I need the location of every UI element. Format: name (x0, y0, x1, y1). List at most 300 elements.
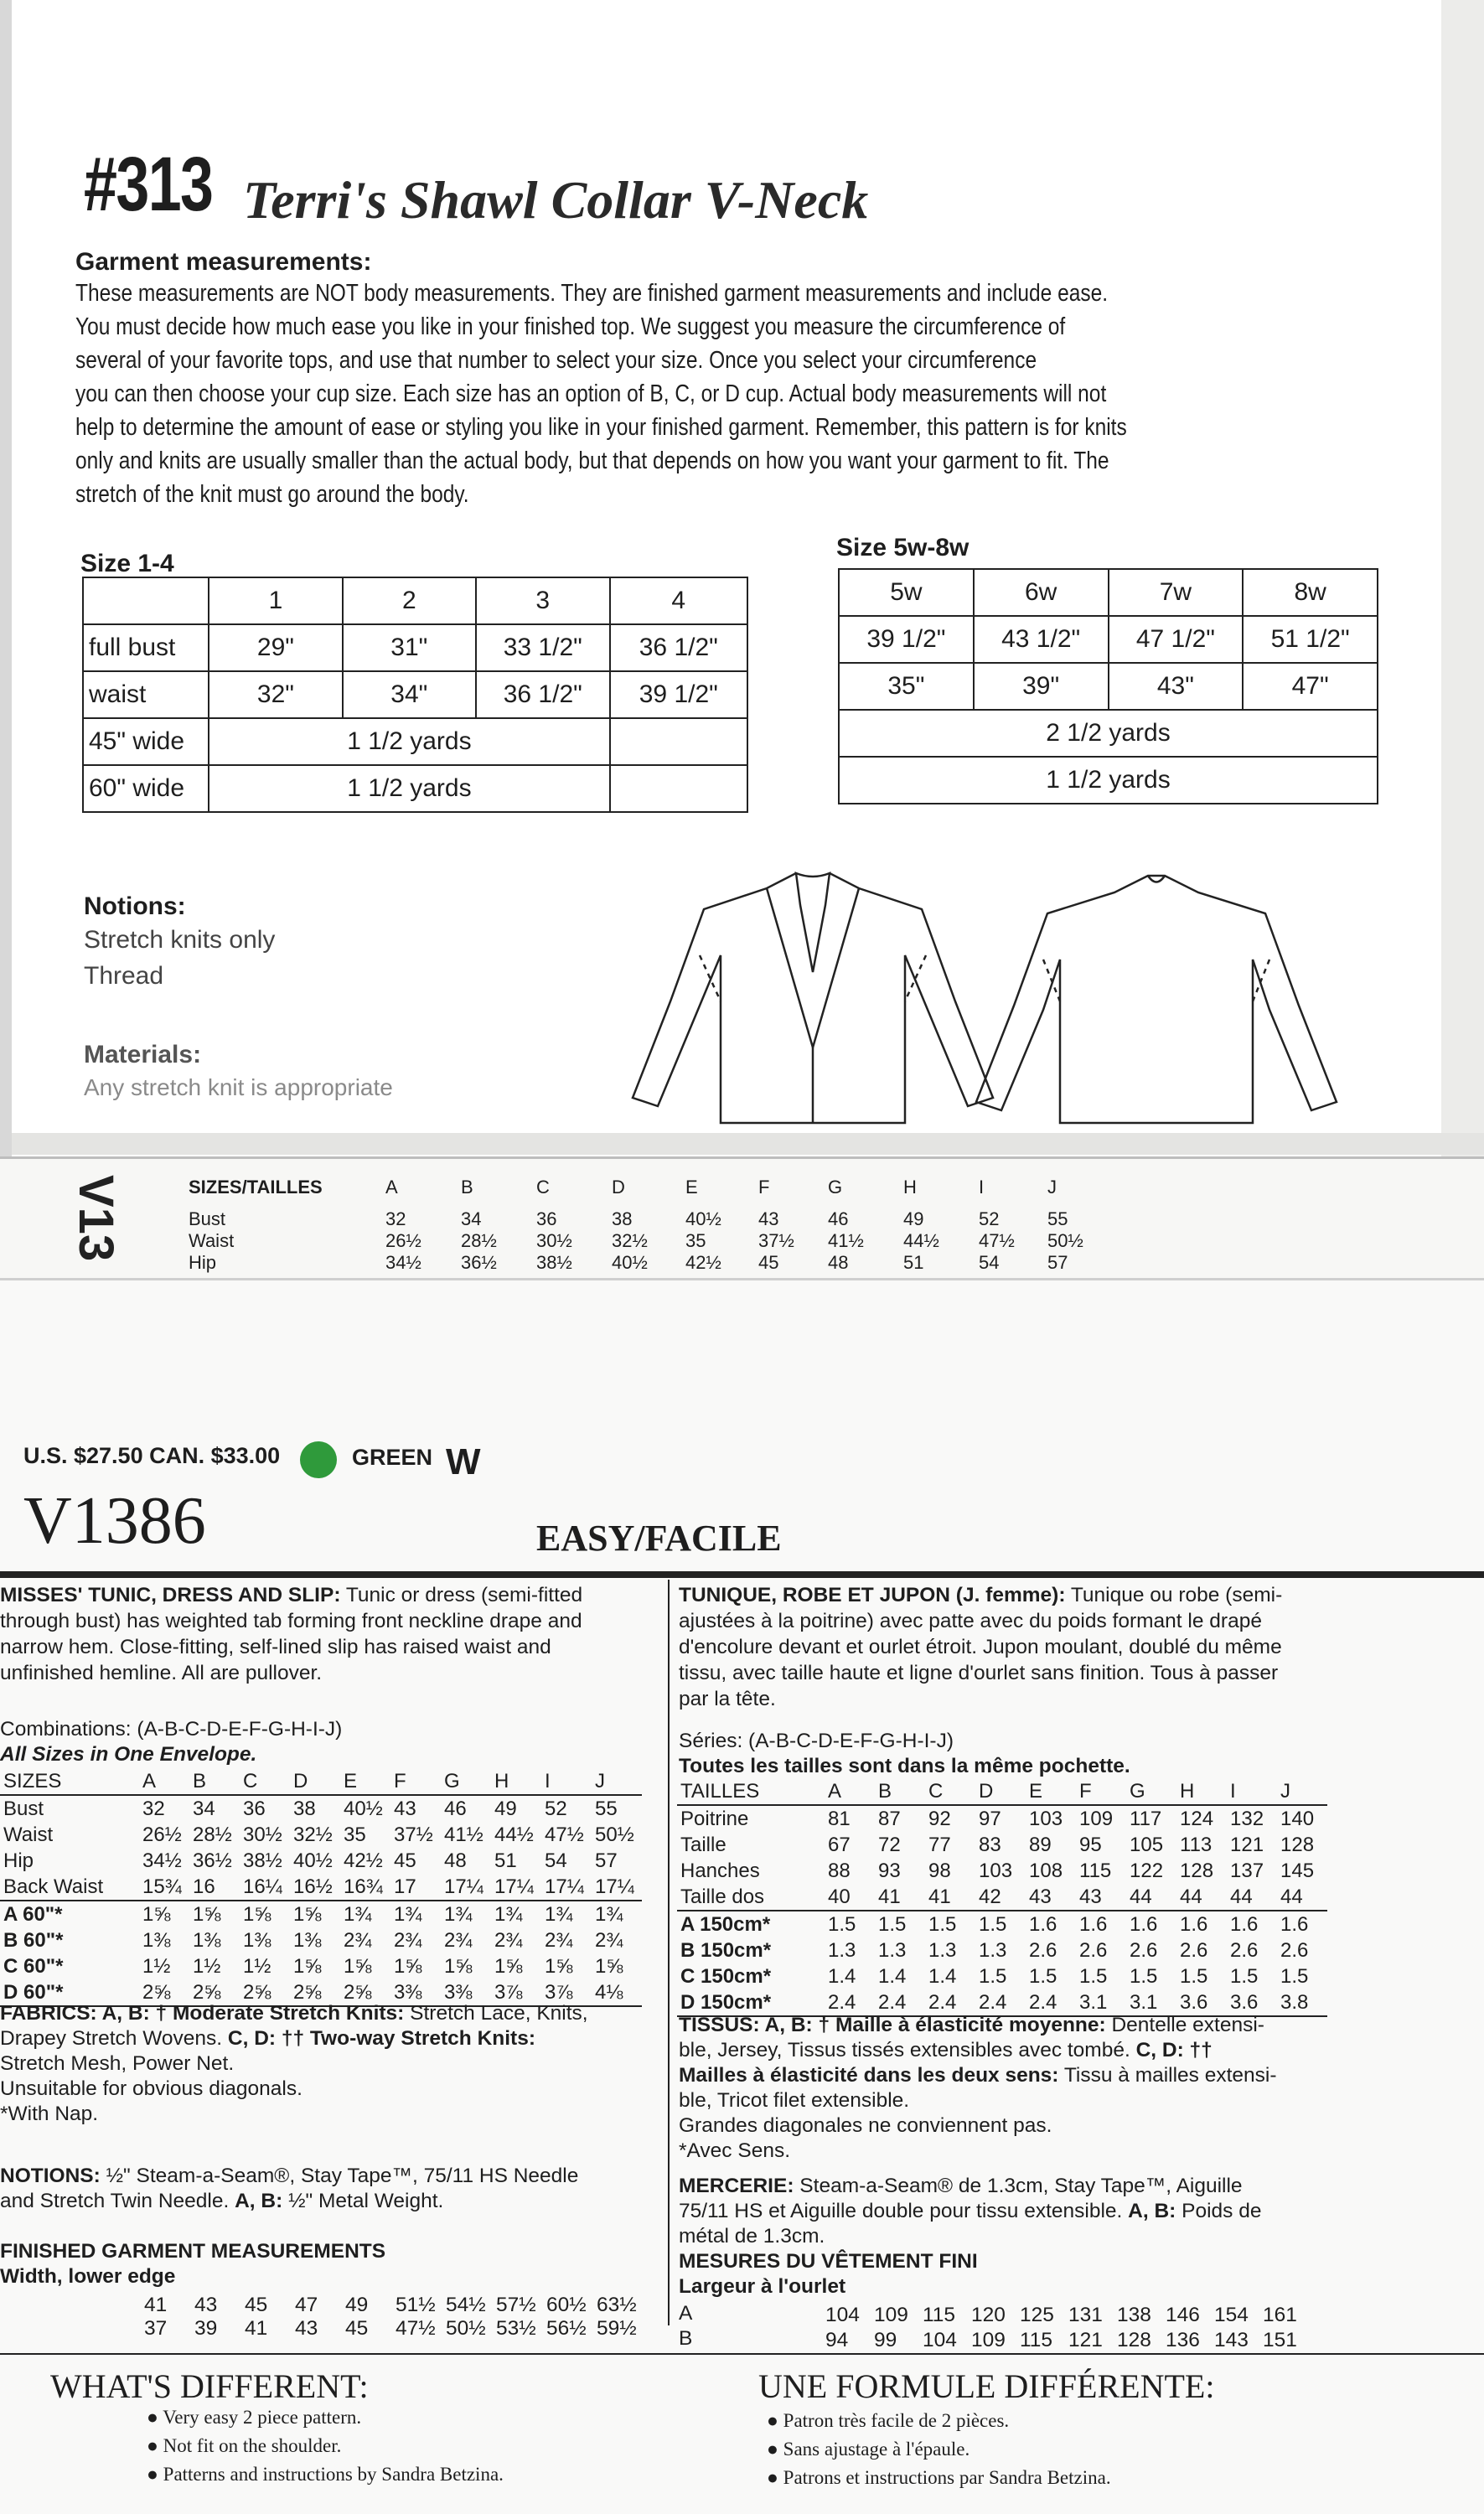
table-cell: 1½ (142, 1954, 171, 1978)
size-header: I (1227, 1778, 1277, 1805)
table-cell: 51 1/2" (1243, 616, 1378, 663)
row-label: D 150cm* (677, 1989, 825, 2016)
text-line: ajustées à la poitrine) avec patte avec du poids formant le drapé (679, 1610, 1262, 1632)
table-cell: 3⅜ (390, 1979, 441, 2006)
color-label: GREEN (352, 1445, 433, 1470)
strip-row-label: Bust (189, 1208, 226, 1229)
table-cell: 32" (209, 671, 342, 718)
size-header: F (1076, 1778, 1126, 1805)
table-cell: 4⅛ (592, 1979, 642, 2006)
strip-size-header: G (828, 1177, 843, 1198)
row-label: Waist (3, 1823, 54, 1846)
table-cell: 1½ (193, 1954, 221, 1978)
width-cell: 131 (1068, 2304, 1103, 2326)
table-cell: 29" (209, 624, 342, 671)
text-line: Drapey Stretch Wovens. (0, 2027, 228, 2050)
table-cell: 121 (1230, 1833, 1264, 1856)
width-cell: 63½ (597, 2294, 637, 2316)
table-cell: 2⅝ (290, 1979, 340, 2006)
mercerie-ab: A, B: (1128, 2200, 1176, 2222)
table-cell: 1.5 (979, 1912, 1007, 1936)
mercerie-title: MERCERIE: (679, 2175, 794, 2197)
bullet-item: ● Patrons et instructions par Sandra Betzina. (767, 2467, 1111, 2488)
divider (0, 2353, 1484, 2355)
width-cell: 39 (194, 2317, 218, 2340)
table-cell: 1.3 (828, 1938, 856, 1962)
width-cell: 104 (825, 2304, 860, 2326)
table-cell: 92 (928, 1807, 951, 1830)
table-cell: 98 (928, 1859, 951, 1882)
width-cell: 115 (923, 2304, 956, 2326)
table-cell: 43 (394, 1797, 416, 1820)
table-cell: 1⅝ (494, 1954, 523, 1978)
size-header: C (925, 1778, 975, 1805)
strip-cell: 42½ (685, 1252, 721, 1273)
pattern-title: Terri's Shawl Collar V-Neck (243, 170, 869, 230)
table-cell: 1¾ (545, 1902, 573, 1926)
table-cell: 43 1/2" (974, 616, 1109, 663)
bullet-item: ● Not fit on the shoulder. (147, 2435, 342, 2456)
strip-header-label: SIZES/TAILLES (189, 1177, 323, 1198)
table-cell: 5w (839, 569, 974, 616)
table-cell (610, 718, 747, 765)
table-cell: 54 (545, 1849, 567, 1872)
table-cell: 1⅜ (142, 1928, 171, 1952)
table-cell: 2 (343, 577, 476, 624)
text-line: narrow hem. Close-fitting, self-lined slip has raised waist and (0, 1636, 551, 1658)
width-cell: 151 (1263, 2329, 1297, 2351)
table-cell: 1⅜ (243, 1928, 271, 1952)
fr-combinations: Séries: (A-B-C-D-E-F-G-H-I-J) (679, 1730, 954, 1752)
strip-cell: 38 (612, 1208, 633, 1229)
width-cell: 59½ (597, 2317, 637, 2340)
table-cell: 1.5 (928, 1912, 957, 1936)
strip-cell: 49 (903, 1208, 924, 1229)
strip-cell: 57 (1047, 1252, 1068, 1273)
table-cell: 1.3 (878, 1938, 907, 1962)
table-cell: 1⅝ (545, 1954, 573, 1978)
table-cell: 2¾ (545, 1928, 573, 1952)
table-cell: 17¼ (491, 1874, 541, 1901)
bullet-item: ● Patterns and instructions by Sandra Betzina. (147, 2464, 504, 2485)
strip-size-header: I (979, 1177, 985, 1198)
width-cell: 57½ (496, 2294, 536, 2316)
table-cell: 109 (1079, 1807, 1114, 1830)
tissus-cd: C, D: †† (1135, 2039, 1213, 2061)
size-table-2-title: Size 5w-8w (836, 534, 970, 561)
table-cell: 1.5 (828, 1912, 856, 1936)
size-header: B (189, 1768, 240, 1795)
table-cell: 57 (595, 1849, 618, 1872)
row-label: A 60"* (3, 1902, 63, 1926)
divider (0, 1156, 1484, 1159)
table-cell: 49 (494, 1797, 517, 1820)
table-cell: 1.6 (1079, 1912, 1108, 1936)
table-cell: 37½ (394, 1823, 433, 1846)
notions-title: NOTIONS: (0, 2165, 101, 2187)
table-cell: 1¾ (394, 1902, 422, 1926)
table-cell: 137 (1230, 1859, 1264, 1882)
table-cell: 3⅞ (491, 1979, 541, 2006)
table-cell: 16¾ (340, 1874, 390, 1901)
table-cell: 103 (1029, 1807, 1063, 1830)
size-header: A (825, 1778, 875, 1805)
table-cell: 1¾ (595, 1902, 623, 1926)
divider (668, 1580, 670, 2325)
table-cell: 1.3 (979, 1938, 1007, 1962)
strip-cell: 50½ (1047, 1230, 1083, 1251)
bullet-text: Patterns and instructions by Sandra Betzina. (163, 2464, 504, 2485)
table-cell: 87 (878, 1807, 901, 1830)
strip-cell: 48 (828, 1252, 849, 1273)
bullet-item: ● Patron très facile de 2 pièces. (767, 2410, 1010, 2431)
table-cell: 32 (142, 1797, 165, 1820)
strip-cell: 44½ (903, 1230, 939, 1251)
table-cell: 2.6 (1029, 1938, 1057, 1962)
table-cell: 2.4 (925, 1989, 975, 2016)
size-header: A (139, 1768, 189, 1795)
table-cell: 3 (476, 577, 610, 624)
row-label: full bust (83, 624, 209, 671)
materials-text: Any stretch knit is appropriate (84, 1074, 393, 1100)
table-cell: 1 (209, 577, 342, 624)
width-cell: 125 (1020, 2304, 1054, 2326)
table-cell: 1.5 (878, 1912, 907, 1936)
strip-size-header: E (685, 1177, 698, 1198)
table-cell: 34" (343, 671, 476, 718)
row-label: A 150cm* (680, 1912, 771, 1936)
en-desc-title: MISSES' TUNIC, DRESS AND SLIP: (0, 1584, 341, 1606)
whats-different-heading: WHAT'S DIFFERENT: (50, 2367, 369, 2405)
strip-size-header: B (461, 1177, 473, 1198)
table-cell: 1.6 (1180, 1912, 1208, 1936)
table-cell: 40 (825, 1884, 875, 1911)
table-cell: 2.4 (975, 1989, 1026, 2016)
table-cell: 77 (928, 1833, 951, 1856)
table-cell: 1⅝ (142, 1902, 171, 1926)
fabrics-cd: C, D: †† Two-way Stretch Knits: (227, 2027, 535, 2050)
strip-cell: 55 (1047, 1208, 1068, 1229)
text-line: *With Nap. (0, 2103, 99, 2125)
width-cell: 45 (245, 2294, 268, 2316)
row-label: Hanches (680, 1859, 760, 1882)
table-cell: 41 (875, 1884, 925, 1911)
pattern-number: #313 (84, 142, 213, 227)
strip-cell: 40½ (685, 1208, 721, 1229)
fabrics-title: FABRICS: A, B: † Moderate Stretch Knits: (0, 2002, 405, 2025)
table-cell: 113 (1180, 1833, 1213, 1856)
strip-cell: 41½ (828, 1230, 864, 1251)
fr-desc-title: TUNIQUE, ROBE ET JUPON (J. femme): (679, 1584, 1066, 1606)
table-cell: 39" (974, 663, 1109, 710)
width-cell: 115 (1020, 2329, 1053, 2351)
strip-cell: 40½ (612, 1252, 648, 1273)
text-line: métal de 1.3cm. (679, 2225, 825, 2248)
strip-cell: 37½ (758, 1230, 794, 1251)
text-line: Poids de (1176, 2200, 1262, 2222)
table-cell: 1¾ (494, 1902, 523, 1926)
size-table-1-title: Size 1-4 (80, 550, 174, 577)
table-header: TAILLES (677, 1778, 825, 1805)
table-cell: 2.4 (825, 1989, 875, 2016)
strip-size-header: J (1047, 1177, 1057, 1198)
table-cell: 1.3 (928, 1938, 957, 1962)
table-cell: 33 1/2" (476, 624, 610, 671)
table-cell: 1¾ (344, 1902, 372, 1926)
table-cell: 122 (1130, 1859, 1164, 1882)
table-cell: 47 1/2" (1109, 616, 1244, 663)
width-cell: 109 (971, 2329, 1006, 2351)
size-header: G (441, 1768, 491, 1795)
text-line: Grandes diagonales ne conviennent pas. (679, 2114, 1052, 2137)
table-cell: 6w (974, 569, 1109, 616)
table-cell: 35 (344, 1823, 366, 1846)
size-header: E (1026, 1778, 1076, 1805)
table-cell: 3.8 (1277, 1989, 1327, 2016)
width-cell: 43 (194, 2294, 218, 2316)
notion-item: Thread (84, 962, 164, 990)
table-cell: 95 (1079, 1833, 1102, 1856)
strip-size-header: C (536, 1177, 550, 1198)
table-cell: 31" (343, 624, 476, 671)
text-line: You must decide how much ease you like in your finished top. We suggest you measure the circumference of (75, 313, 1066, 340)
strip-cell: 43 (758, 1208, 779, 1229)
table-cell: 41 (925, 1884, 975, 1911)
text-line: ½" Metal Weight. (282, 2190, 444, 2212)
text-line: ble, Tricot filet extensible. (679, 2089, 910, 2112)
width-cell: 136 (1166, 2329, 1200, 2351)
strip-size-header: A (385, 1177, 398, 1198)
notion-item: Stretch knits only (84, 926, 276, 954)
width-cell: 143 (1214, 2329, 1249, 2351)
garment-measurements-heading: Garment measurements: (75, 248, 372, 276)
row-label: waist (83, 671, 209, 718)
width-cell: 41 (144, 2294, 168, 2316)
table-cell: 97 (979, 1807, 1001, 1830)
size-code: W (446, 1441, 481, 1482)
size-header: C (240, 1768, 290, 1795)
divider (0, 1571, 1484, 1578)
table-cell: 38 (293, 1797, 316, 1820)
text-line: Stretch Mesh, Power Net. (0, 2052, 235, 2075)
table-cell: 39 1/2" (839, 616, 974, 663)
width-cell: 99 (874, 2329, 897, 2351)
strip-cell: 36 (536, 1208, 557, 1229)
width-cell: 138 (1117, 2304, 1151, 2326)
table-cell: 140 (1280, 1807, 1315, 1830)
table-cell: 1.5 (1230, 1964, 1259, 1988)
table-cell: 43 (1026, 1884, 1076, 1911)
table-cell: 1⅝ (394, 1954, 422, 1978)
garment-illustration (620, 855, 1357, 1140)
bullet-text: Not fit on the shoulder. (163, 2435, 342, 2456)
size-table-1 (82, 577, 748, 813)
strip-row-label: Waist (189, 1230, 235, 1251)
size-header: J (592, 1768, 642, 1795)
en-fabrics (0, 2001, 662, 2127)
strip-cell: 47½ (979, 1230, 1015, 1251)
table-cell: 1.4 (928, 1964, 957, 1988)
strip-cell: 46 (828, 1208, 849, 1229)
table-cell: 44 (1277, 1884, 1327, 1911)
table-cell: 105 (1130, 1833, 1164, 1856)
bullet-text: Patrons et instructions par Sandra Betzina. (783, 2467, 1111, 2488)
strip-cell: 32½ (612, 1230, 648, 1251)
table-cell: 3.6 (1227, 1989, 1277, 2016)
table-cell: 93 (878, 1859, 901, 1882)
table-cell: 1.5 (1180, 1964, 1208, 1988)
table-cell: 1 1/2 yards (839, 757, 1378, 804)
width-cell: 49 (345, 2294, 369, 2316)
table-cell: 1.5 (1079, 1964, 1108, 1988)
size-header: B (875, 1778, 925, 1805)
difficulty-label: EASY/FACILE (536, 1518, 782, 1559)
row-label: Back Waist (0, 1874, 139, 1901)
table-cell: 1 1/2 yards (209, 718, 609, 765)
bullet-text: Sans ajustage à l'épaule. (783, 2439, 970, 2460)
table-cell: 2.4 (875, 1989, 925, 2016)
table-cell: 2⅝ (340, 1979, 390, 2006)
table-cell: 36 1/2" (610, 624, 747, 671)
fr-finished-heading: MESURES DU VÊTEMENT FINI (679, 2250, 978, 2273)
width-cell: 161 (1263, 2304, 1297, 2326)
table-cell: 1.4 (878, 1964, 907, 1988)
en-width-heading: Width, lower edge (0, 2265, 176, 2288)
strip-logo: V13 (69, 1175, 123, 1262)
row-label: 45" wide (83, 718, 209, 765)
table-cell: 16½ (290, 1874, 340, 1901)
table-cell: 17¼ (592, 1874, 642, 1901)
text-line: several of your favorite tops, and use that number to select your size. Once you select your circumference (75, 347, 1037, 374)
en-description (0, 1582, 662, 1686)
table-cell: 48 (444, 1849, 467, 1872)
table-cell: 1⅜ (193, 1928, 221, 1952)
row-label: D 60"* (0, 1979, 139, 2006)
table-cell (610, 765, 747, 812)
table-cell: 42½ (344, 1849, 383, 1872)
fr-size-table (677, 1778, 1327, 2017)
width-cell: 154 (1214, 2304, 1249, 2326)
strip-cell: 30½ (536, 1230, 572, 1251)
table-cell: 36 (243, 1797, 266, 1820)
table-cell: 1.5 (1280, 1964, 1309, 1988)
table-cell: 1.6 (1029, 1912, 1057, 1936)
table-cell: 89 (1029, 1833, 1052, 1856)
text-line: 75/11 HS et Aiguille double pour tissu extensible. (679, 2200, 1129, 2222)
strip-cell: 32 (385, 1208, 406, 1229)
text-line: ble, Jersey, Tissus tissés extensibles avec tombé. (679, 2039, 1136, 2061)
size-header: J (1277, 1778, 1327, 1805)
width-cell: 120 (971, 2304, 1006, 2326)
table-cell: 2⅝ (139, 1979, 189, 2006)
table-cell: 55 (595, 1797, 618, 1820)
table-cell: 81 (828, 1807, 851, 1830)
bullet-text: Patron très facile de 2 pièces. (783, 2410, 1010, 2431)
table-cell: 2¾ (394, 1928, 422, 1952)
strip-cell: 54 (979, 1252, 1000, 1273)
width-cell: 53½ (496, 2317, 536, 2340)
table-cell: 16¼ (240, 1874, 290, 1901)
table-cell: 43" (1109, 663, 1244, 710)
table-cell: 1.5 (979, 1964, 1007, 1988)
table-cell: 1⅝ (243, 1902, 271, 1926)
table-cell: 47½ (545, 1823, 584, 1846)
table-cell: 128 (1180, 1859, 1214, 1882)
table-cell: 38½ (243, 1849, 282, 1872)
size-header: H (491, 1768, 541, 1795)
width-cell: 41 (245, 2317, 268, 2340)
table-cell: 17¼ (441, 1874, 491, 1901)
garment-measurements-text (75, 277, 1315, 511)
table-cell: 8w (1243, 569, 1378, 616)
table-cell: 1⅝ (293, 1902, 322, 1926)
text-line: par la tête. (679, 1688, 776, 1710)
table-cell: 50½ (595, 1823, 634, 1846)
size-header: D (290, 1768, 340, 1795)
table-cell: 32½ (293, 1823, 333, 1846)
table-cell: 2.6 (1079, 1938, 1108, 1962)
strip-cell: 45 (758, 1252, 779, 1273)
table-cell: 44 (1126, 1884, 1176, 1911)
text-line: tissu, avec taille haute et ligne d'ourlet sans finition. Tous à passer (679, 1662, 1279, 1684)
table-cell: 3.1 (1076, 1989, 1126, 2016)
table-cell: 1.6 (1230, 1912, 1259, 1936)
table-cell: 2¾ (494, 1928, 523, 1952)
row-label: Hip (3, 1849, 34, 1872)
table-cell: 1⅝ (344, 1954, 372, 1978)
width-cell: 50½ (446, 2317, 486, 2340)
size-header: D (975, 1778, 1026, 1805)
strip-cell: 52 (979, 1208, 1000, 1229)
text-line: only and knits are usually smaller than the actual body, but that depends on how you want your garment to fit. The (75, 447, 1109, 474)
fr-all-sizes: Toutes les tailles sont dans la même pochette. (679, 1755, 1130, 1777)
table-cell: 43 (1076, 1884, 1126, 1911)
strip-cell: 26½ (385, 1230, 421, 1251)
table-cell: 30½ (243, 1823, 282, 1846)
bullet-item: ● Sans ajustage à l'épaule. (767, 2439, 970, 2460)
row-label: Bust (3, 1797, 44, 1820)
table-cell: 1.5 (1130, 1964, 1158, 1988)
table-cell: 1⅝ (595, 1954, 623, 1978)
row-label: B 60"* (3, 1928, 64, 1952)
table-cell: 4 (610, 577, 747, 624)
table-cell: 2.6 (1130, 1938, 1158, 1962)
table-cell: 47" (1243, 663, 1378, 710)
width-cell: 43 (295, 2317, 318, 2340)
table-cell: 2⅝ (240, 1979, 290, 2006)
width-cell: 45 (345, 2317, 369, 2340)
color-dot-icon (300, 1441, 337, 1478)
size-header: G (1126, 1778, 1176, 1805)
bullet-text: Very easy 2 piece pattern. (163, 2407, 362, 2428)
table-cell: 1.6 (1130, 1912, 1158, 1936)
text-line: Unsuitable for obvious diagonals. (0, 2077, 302, 2100)
width-cell: 47 (295, 2294, 318, 2316)
table-cell: 40½ (344, 1797, 383, 1820)
en-size-table (0, 1768, 642, 2007)
en-notions (0, 2164, 662, 2214)
fr-mercerie (679, 2174, 1483, 2249)
table-cell: 2¾ (444, 1928, 473, 1952)
table-cell: 44 (1227, 1884, 1277, 1911)
table-cell: 1¾ (444, 1902, 473, 1926)
text-line: ½" Steam-a-Seam®, Stay Tape™, 75/11 HS Needle (100, 2165, 579, 2187)
table-cell: 46 (444, 1797, 467, 1820)
table-cell: 26½ (142, 1823, 182, 1846)
tissus-subtitle: Mailles à élasticité dans les deux sens: (679, 2064, 1059, 2087)
strip-cell: 51 (903, 1252, 924, 1273)
table-cell: 1½ (243, 1954, 271, 1978)
